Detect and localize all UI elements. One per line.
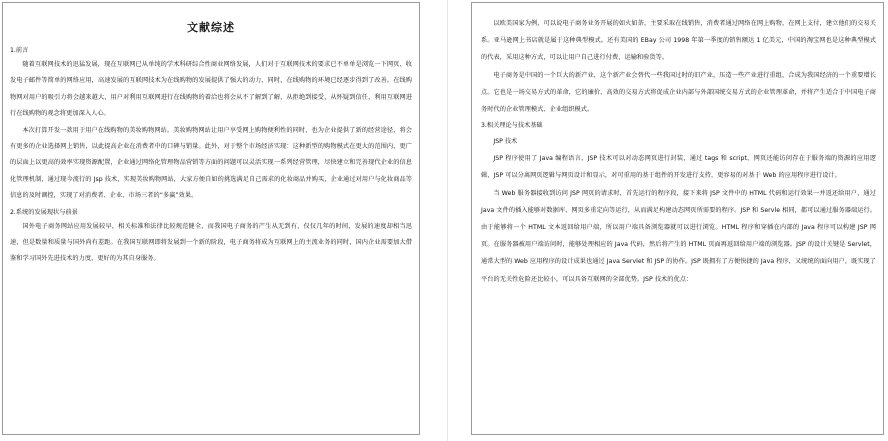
section-heading-theory: 3.相关理论与技术基础	[481, 122, 543, 130]
document-page-right	[471, 2, 884, 435]
subsection-heading-jsp: JSP 技术	[493, 138, 518, 146]
paragraph: 当 Web 服务器接收到访问 JSP 网页的请求时，首先运行的程序段，接下来将 JSP 文件中的 HTML 代码和运行效果一并返还给用户，通过 Java 文件的插入能够对数据库、网页多重定向等运行，从而满足构建动态网页所需要的程序。JSP 和 Servle 相同，都可以通过服务器端运行。由于能够将一个 HTML 文本返回给用户端，所以用户端具备浏览器就可以进行浏览。HTML 程序和穿插在内部的 Java 程序可以构建 JSP 网页。在服务器被用户端访问时，能够处理相应的 Java 代码，然后将产生的 HTML 页面再返回给用户端的浏览器。JSP 的设计关键是 Servlet，通常大型的 Web 应用程序的设计成果也通过 Java Servlet 和 JSP 的协作。JSP 既拥有了方便快捷的 Java 程序，又统统的面向用户，既实现了平台的无关性危险还比较小，可以具备互联网的全部优势。JSP 技术的优点：	[481, 189, 877, 283]
section-heading-status: 2.系统的发展现状与前景	[10, 208, 78, 216]
paragraph: 电子商务是中国的一个巨大的新产业，这个新产业会替代一些我国过时的旧产业，压造一些产业进行重组，合成为我国经济的一个重要增长点。它也是一场交易方式的革命，它的廉价、高效的交易方式将促成企业内部与外部国统交易方式的企业管理革命，并将产生适合于中国电子商务时代的企业管理模式、企业组织模式。	[481, 71, 876, 114]
document-title: 文献综述	[187, 21, 235, 34]
section-heading-intro: 1.前言	[10, 47, 29, 54]
paragraph: 随着互联网技术的迅猛发展，现在互联网已从单纯的学术科研综合性商业网络发展，人们对于互联网技术的要求已不单单是浏览一下网页、收发电子邮件等简单的网络应用，高速发展的互联网技术为在线购物的发展提供了强大的动力，同时，在线购物的环境已经逐步得到了改善。在线购物网对用户的吸引力将会越来越大，用户对利用互联网进行在线购物的着洽也将会从不了解到了解，从拒绝到接受，从怀疑到信任，利用互联网进行在线购物的观念将更加深入人心。	[10, 61, 412, 118]
document-page-left	[2, 2, 420, 435]
paragraph: 国外电子商务网站应用发展较早，相关标准和法律比较规范健全，而我国电子商务的产生从无到有，仅仅几年的时间，发展的速度却相当迅速，但是数量和质量与国外尚有差距。在我国互联网即将发展到一个新的阶段，电子商务将成为互联网上的主流业务的同时，国内企业需要加大借鉴和学习国外先进技术的力度，更好的为其自身服务。	[10, 222, 412, 263]
paragraph: 以欧美国家为例，可以说电子商务业务开展的如火如荼，主要采取在线销售，消费者通过网络在网上购物，在网上支付，建立他们的交易关系。亚马逊网上书店就是属于这种典型模式。还有美国的 EBay 公司 1998 年第一季度的销售额达 1 亿美元，中国的淘宝网也是这种典型模式的代表，采用这种方式，可以让用户自己进行付费、运输和验货等。	[481, 20, 876, 62]
paragraph: 本次打算开发一款用于用户在线购物的美妆购物网站。美妆购物网站让用户享受网上购物便利性的同时，也为企业提供了新的经营途径，将会有更多的企业选择网上销售，以此提高企业在消费者中的口碑与销量。此外，对于整个市场经济实现：这种新型的购物模式在更大的范围内、更广的层面上以更高的效率实现资源配置，企业通过网络化管理物品营销等方面的问题可以灵活实现一系列经营管理，尽快建立和完善现代企业的信息化管理机制，通过现今流行的 Jsp 技术，实现美妆购物网站，大家方便自如的挑选满足自己需求的化妆商品并购买，企业通过对用户与化妆商品等信息的及时调控，实现了对消费者、企业、市场三者的“多赢”效果。	[10, 126, 412, 200]
paragraph: JSP 程序使用了 Java 编程语言，JSP 技术可以对动态网页进行封装，通过 tags 和 script，网页还能访问存在于服务端的资源的应用逻辑，JSP 可以分离网页逻辑与网页设计和显示，对可重用的基于组件的开发进行支持，更容易的对基于 Web 的应用程序进行设计。	[481, 155, 876, 180]
page-gutter-divider	[447, 0, 448, 441]
